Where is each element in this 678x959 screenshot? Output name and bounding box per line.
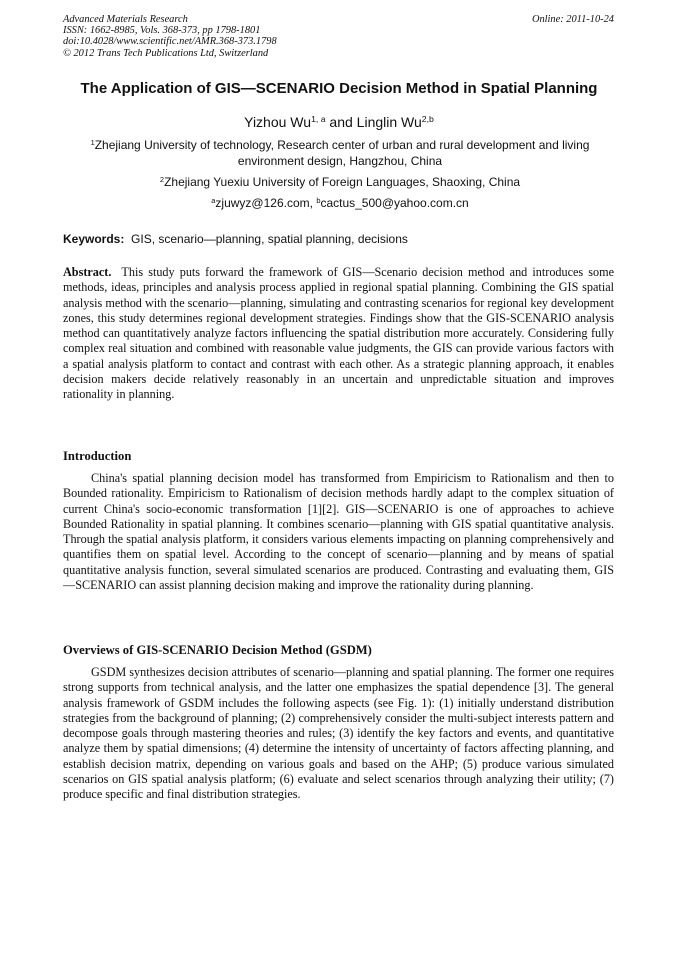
author-1-sup: 1, a (311, 114, 326, 125)
introduction-paragraph: China's spatial planning decision model has transformed from Empiricism to Rationalism and then to Bounded rationality. Empiricism to Rationalism of decision methods hardly adapt to the complex situation of current China's socio-economic transformation [1][2]. GIS—SCENARIO is one of approaches to achieve Bounded Rationality in spatial planning. It combines scenario—planning with GIS spatial quantitative analysis. Through the spatial analysis platform, it considers various elements impacting on planning comprehensively and quantifies them on spatial level. According to the concept of scenario—planning and by means of spatial quantitative analysis function, several simulated scenarios are produced. Contrasting and evaluating them, GIS—SCENARIO can assist planning decision making and improve the rationality during planning. (63, 471, 614, 593)
journal-header (63, 14, 277, 59)
affiliation-1 (70, 137, 610, 169)
affiliation-2-text: Zhejiang Yuexiu University of Foreign Languages, Shaoxing, China (164, 175, 521, 189)
overview-heading: Overviews of GIS-SCENARIO Decision Method (GSDM) (63, 643, 372, 657)
doi-line: doi:10.4028/www.scientific.net/AMR.368-373.1798 (63, 36, 277, 48)
email-b: cactus_500@yahoo.com.cn (320, 196, 469, 210)
abstract (63, 265, 614, 403)
affiliation-2-sup: 2 (159, 174, 165, 184)
copyright-line: © 2012 Trans Tech Publications Ltd, Switzerland (63, 47, 269, 59)
introduction-heading: Introduction (63, 449, 132, 463)
author-and: and (329, 114, 353, 130)
author-line (0, 114, 678, 130)
email-line (70, 195, 610, 211)
keywords-label: Keywords: (63, 232, 125, 246)
issn-line: ISSN: 1662-8985, Vols. 368-373, pp 1798-1801 (63, 25, 261, 37)
journal-name: Advanced Materials Research (63, 14, 188, 25)
affiliation-1-text: Zhejiang University of technology, Research center of urban and rural development and living environment design, Hangzhou, China (94, 138, 590, 168)
affiliation-2 (70, 174, 610, 190)
keywords-text: GIS, scenario—planning, spatial planning, decisions (131, 232, 408, 246)
abstract-text: This study puts forward the framework of GIS—Scenario decision method and introduces some methods, ideas, principles and analysis process applied in regional spatial planning. Combining the GIS spatial analysis method with the scenario—planning, simulating and contrasting scenarios for regional key development zones, this study determines regional development strategies. Findings show that the GIS-SCENARIO analysis method can quantitatively analyze factors influencing the spatial distribution more accurately. Considering fully complex real situation and combined with reasonable value judgments, the GIS can provide various factors with a spatial analysis platform to contact and contrast with each other. As a strategic planning approach, it enables decision makers decide relatively reasonably in an uncertain and unpredictable situation and improves rationality in planning. (63, 265, 614, 402)
email-a: zjuwyz@126.com, (215, 196, 313, 210)
email-a-sup: a (211, 195, 216, 205)
paper-title: The Application of GIS—SCENARIO Decision Method in Spatial Planning (80, 80, 598, 97)
author-2-name: Linglin Wu (356, 114, 422, 130)
author-1-name: Yizhou Wu (244, 114, 312, 130)
keywords (63, 232, 623, 246)
abstract-label: Abstract. (63, 265, 112, 279)
author-2-sup: 2,b (421, 114, 434, 125)
email-b-sup: b (316, 195, 321, 205)
overview-paragraph: GSDM synthesizes decision attributes of scenario—planning and spatial planning. The former one requires strong supports from technical analysis, and the latter one emphasizes the spatial dependence [3]. The general analysis framework of GSDM includes the following aspects (see Fig. 1): (1) initially understand distribution strategies from the background of planning; (2) comprehensively consider the multi-subject interests pattern and decompose goals through mastering theories and rules; (3) identify the key factors and events, and quantitative analyze them by spatial dimensions; (4) determine the intensity of uncertainty of factors affecting planning, and establish decision matrix, depending on various goals and based on the AHP; (5) produce various simulated scenarios on GIS spatial analysis platform; (6) evaluate and select scenarios through analyzing their utility; (7) produce specific and final distribution strategies. (63, 665, 614, 802)
online-date: Online: 2011-10-24 (531, 14, 614, 25)
affiliation-1-sup: 1 (90, 137, 95, 147)
